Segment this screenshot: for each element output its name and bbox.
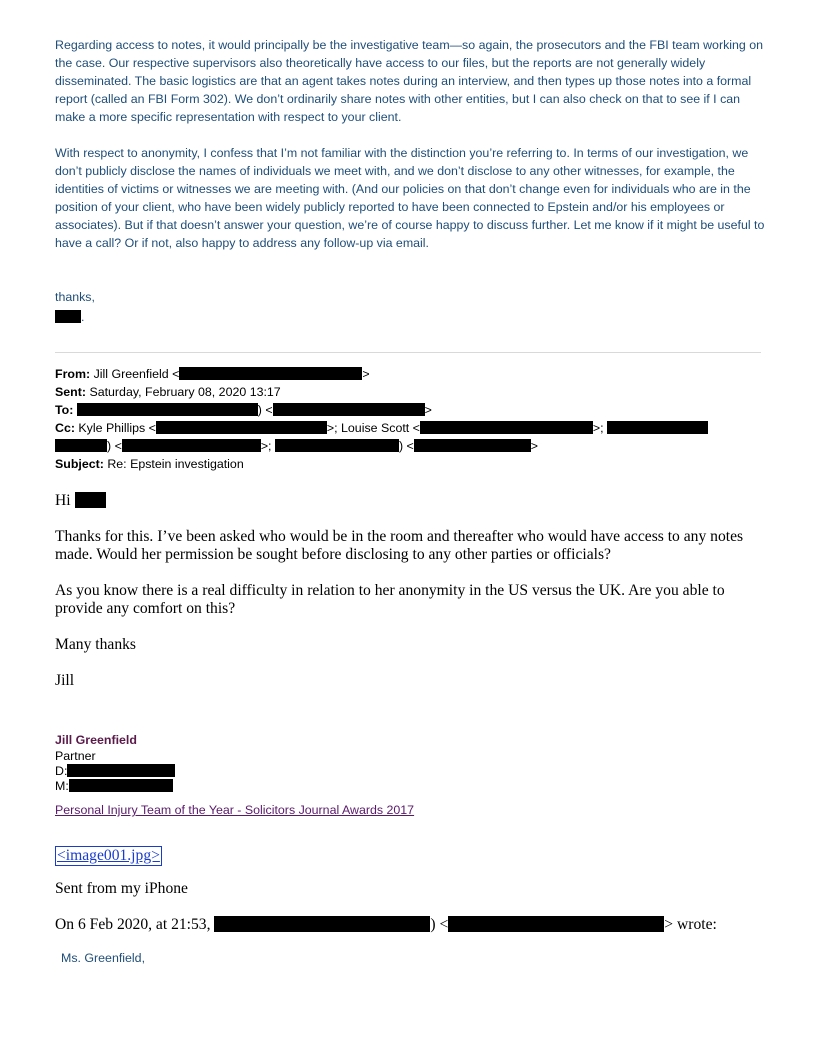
header-sent: Sent: Saturday, February 08, 2020 13:17 <box>55 385 281 399</box>
reply-paragraph-2: With respect to anonymity, I confess that I’m not familiar with the distinction you’re referring to. In terms of our investigation, we don’t publicly disclose the names of individuals we meet with, and we don’t disclose to any other witnesses, for example, the identities of victims or witnesses we are meeting with. (And our policies on that don’t change even for individuals who are in the position of your client, who have been widely publicly reported to have been connected to Epstein and/or his employees or associates). But if that doesn’t answer your question, we’re of course happy to discuss further. Let me know if it might be useful to have a call? Or if not, also happy to address any follow-up via email. <box>55 146 765 250</box>
award-link[interactable]: Personal Injury Team of the Year - Solicitors Journal Awards 2017 <box>55 803 415 817</box>
reply-signoff: thanks, <box>55 290 95 304</box>
header-subject: Subject: Re: Epstein investigation <box>55 457 244 471</box>
sent-from-iphone: Sent from my iPhone <box>55 880 188 897</box>
message-greeting: Hi <box>55 492 106 510</box>
signature-name: Jill Greenfield <box>55 733 137 747</box>
quoted-greeting: Ms. Greenfield, <box>61 951 146 965</box>
message-closing: Many thanks <box>55 636 136 653</box>
image-attachment-link[interactable]: <image001.jpg> <box>57 847 160 864</box>
email-header <box>55 365 765 473</box>
quoted-header: On 6 Feb 2020, at 21:53, ) < > wrote: <box>55 916 717 933</box>
header-cc: Cc: Kyle Phillips < >; Louise Scott < >; <box>55 419 765 437</box>
signature-direct-line: D: <box>55 764 175 779</box>
message-body-1: Thanks for this. I’ve been asked who would be in the room and thereafter who would have access to any notes made. Would her permission be sought before disclosing to any other parties or officials? <box>55 528 744 563</box>
reply-sender-redacted: . <box>55 308 84 326</box>
signature-mobile: M: <box>55 779 173 794</box>
message-name: Jill <box>55 672 75 689</box>
message-separator <box>55 352 761 353</box>
reply-paragraph-1: Regarding access to notes, it would principally be the investigative team—so again, the prosecutors and the FBI team working on the case. Our respective supervisors also theoretically have access to our files, but the reports are not generally widely disseminated. The basic logistics are that an agent takes notes during an interview, and then types up those notes into a formal report (called an FBI Form 302). We don’t ordinarily share notes with other entities, but I can also check on that to see if I can make a more specific representation with respect to your client. <box>55 38 764 124</box>
message-body-2: As you know there is a real difficulty in relation to her anonymity in the US versus the UK. Are you able to provide any comfort on this? <box>55 582 725 617</box>
header-cc-continued: ) < >; ) < > <box>55 437 765 455</box>
header-from: From: Jill Greenfield < > <box>55 367 370 381</box>
header-to: To: ) < > <box>55 403 432 417</box>
signature-title: Partner <box>55 749 96 763</box>
